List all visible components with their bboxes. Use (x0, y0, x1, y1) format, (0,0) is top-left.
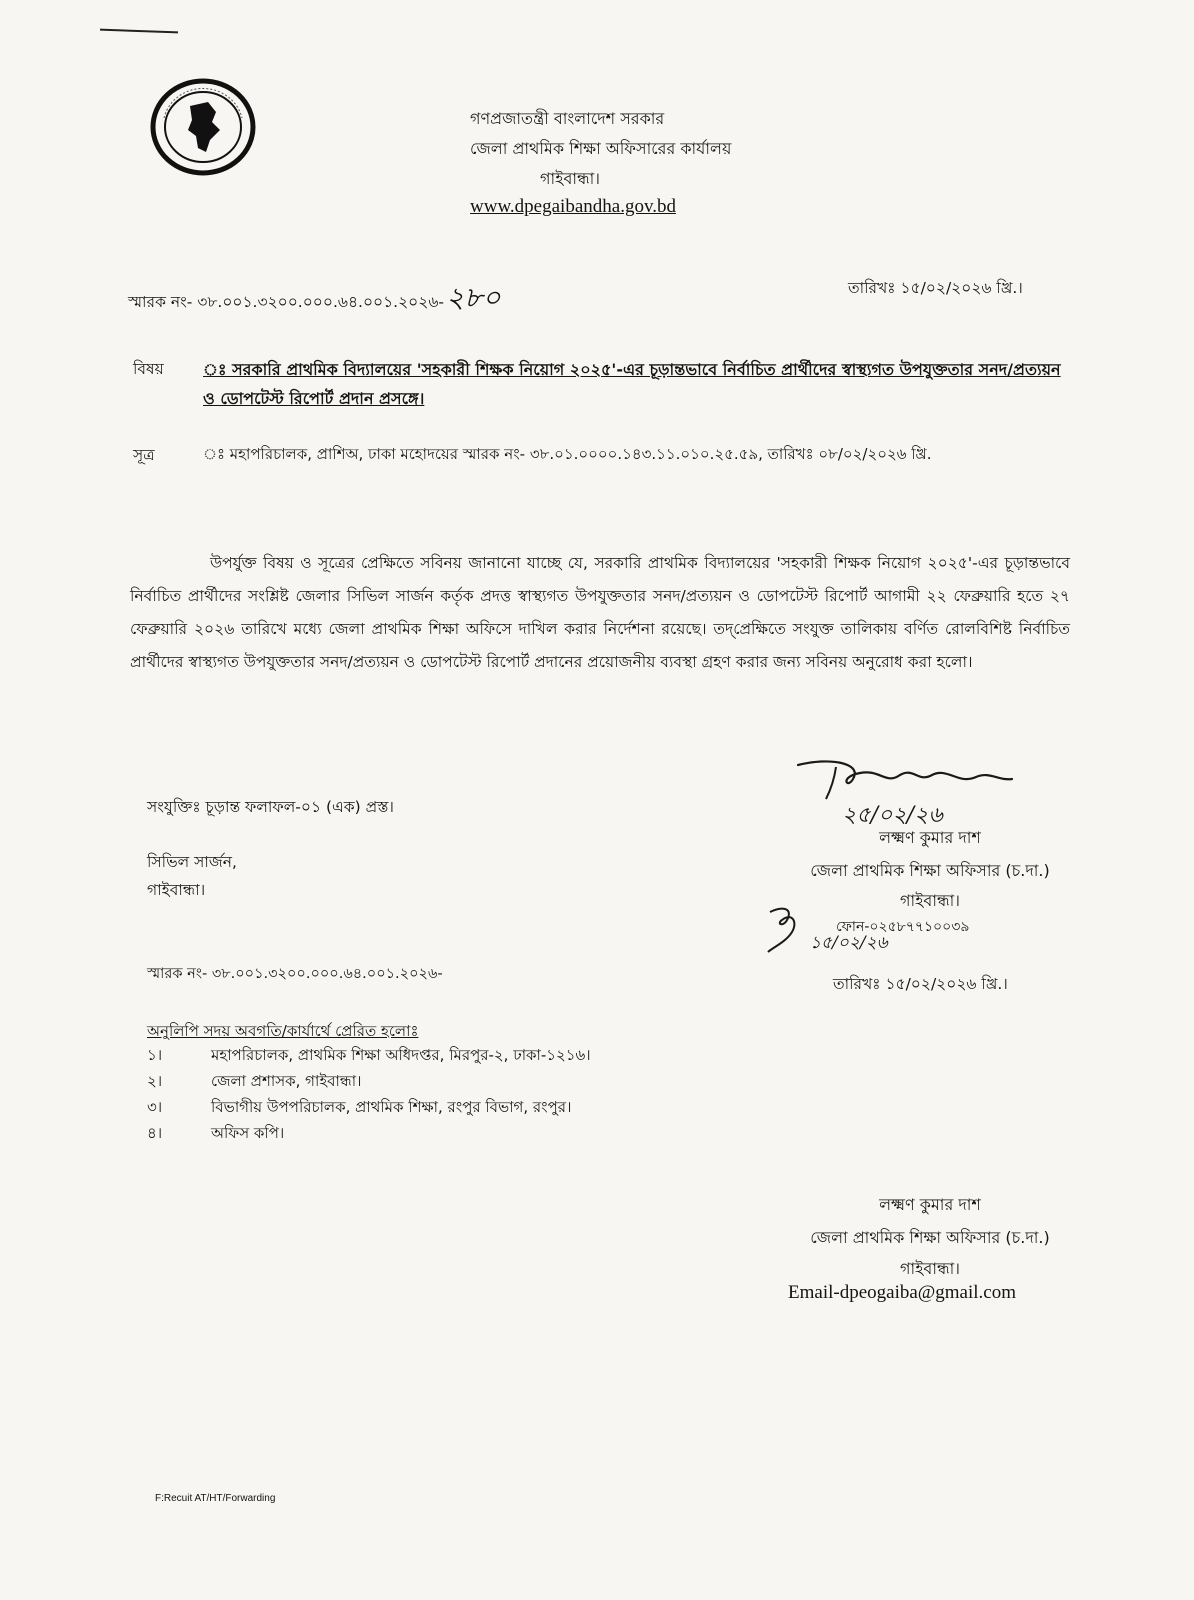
website-link[interactable]: www.dpegaibandha.gov.bd (470, 196, 676, 217)
initial-date: ১৫/০২/২৬ (810, 933, 888, 953)
scan-mark (100, 29, 178, 34)
memo-number: স্মারক নং- ৩৮.০০১.৩২০০.০০০.৬৪.০০১.২০২৬-২৮০ (128, 281, 501, 314)
signatory-designation: জেলা প্রাথমিক শিক্ষা অফিসার (চ.দা.) (810, 861, 1050, 880)
memo2-date: তারিখঃ ১৫/০২/২০২৬ খ্রি.। (833, 975, 1008, 993)
reference-text: ঃ মহাপরিচালক, প্রাশিঅ, ঢাকা মহোদয়ের স্মারক নং- ৩৮.০১.০০০০.১৪৩.১১.০১০.২৫.৫৯, তারিখঃ ০৮/০২/২০২৬ খ্রি. (203, 445, 932, 463)
attachment: সংযুক্তিঃ চূড়ান্ত ফলাফল-০১ (এক) প্রস্ত। (147, 798, 394, 816)
memo2-number: স্মারক নং- ৩৮.০০১.৩২০০.০০০.৬৪.০০১.২০২৬- (147, 966, 443, 982)
subject-text: ঃ সরকারি প্রাথমিক বিদ্যালয়ের 'সহকারী শিক্ষক নিয়োগ ২০২৫'-এর চূড়ান্তভাবে নির্বাচিত প্রার্থীদের স্বাস্থ্যগত উপযুক্ততার সনদ/প্রত্যয়ন ও ডোপটেস্ট রিপোর্ট প্রদান প্রসঙ্গে। (203, 360, 1061, 408)
signatory-name: লক্ষ্মণ কুমার দাশ (879, 828, 981, 847)
government-seal-icon (150, 78, 256, 176)
list-item: ৩। বিভাগীয় উপপরিচালক, প্রাথমিক শিক্ষা, রংপুর বিভাগ, রংপুর। (147, 1098, 572, 1116)
list-item: ৪। অফিস কপি। (147, 1124, 285, 1142)
letter-body: উপর্যুক্ত বিষয় ও সূত্রের প্রেক্ষিতে সবিনয় জানানো যাচ্ছে যে, সরকারি প্রাথমিক বিদ্যালয়ের 'সহকারী শিক্ষক নিয়োগ ২০২৫'-এর চূড়ান্তভাবে নির্বাচিত প্রার্থীদের সংশ্লিষ্ট জেলার সিভিল সার্জন কর্তৃক প্রদত্ত স্বাস্থ্যগত উপযুক্ততার সনদ/প্রত্যয়ন ও ডোপটেস্ট রিপোর্ট আগামী ২২ ফেব্রুয়ারি হতে ২৭ ফেব্রুয়ারি ২০২৬ তারিখে মধ্যে জেলা প্রাথমিক শিক্ষা অফিসে দাখিল করার নির্দেশনা রয়েছে। তদ্‌প্রেক্ষিতে সংযুক্ত তালিকায় বর্ণিত রোলবিশিষ্ট নির্বাচিত প্রার্থীদের স্বাস্থ্যগত উপযুক্ততার সনদ/প্রত্যয়ন ও ডোপটেস্ট রিপোর্ট প্রদানের প্রয়োজনীয় ব্যবস্থা গ্রহণ করার জন্য সবিনয় অনুরোধ করা হলো। (130, 554, 1070, 671)
recipient-line2: গাইবান্ধা। (147, 881, 206, 899)
header-location: গাইবান্ধা। (540, 169, 601, 188)
header-government: গণপ্রজাতন্ত্রী বাংলাদেশ সরকার (470, 109, 665, 128)
subject-label: বিষয় (133, 360, 164, 378)
signatory2-name: লক্ষ্মণ কুমার দাশ (879, 1195, 981, 1214)
signatory2-place: গাইবান্ধা। (899, 1259, 961, 1278)
signatory2-designation: জেলা প্রাথমিক শিক্ষা অফিসার (চ.দা.) (810, 1228, 1050, 1247)
recipient-line1: সিভিল সার্জন, (147, 853, 237, 871)
handwritten-memo-number: ২৮০ (446, 281, 501, 314)
header-office: জেলা প্রাথমিক শিক্ষা অফিসারের কার্যালয় (470, 139, 732, 158)
signature-date: ২৫/০২/২৬ (842, 803, 943, 828)
office-email[interactable]: Email-dpeogaiba@gmail.com (788, 1282, 1017, 1303)
memo-date: তারিখঃ ১৫/০২/২০২৬ খ্রি.। (848, 279, 1023, 297)
list-item: ১। মহাপরিচালক, প্রাথমিক শিক্ষা অধিদপ্তর, মিরপুর-২, ঢাকা-১২১৬। (147, 1046, 591, 1064)
office-phone: ফোন-০২৫৮৭৭১০০৩৯ (836, 919, 970, 935)
file-code: F:Recuit AT/HT/Forwarding (155, 1493, 276, 1504)
reference-label: সূত্র (133, 446, 155, 464)
signatory-place: গাইবান্ধা। (899, 891, 961, 910)
list-item: ২। জেলা প্রশাসক, গাইবান্ধা। (147, 1072, 362, 1090)
copy-to-heading: অনুলিপি সদয় অবগতি/কার্যার্থে প্রেরিত হলোঃ (147, 1022, 419, 1040)
